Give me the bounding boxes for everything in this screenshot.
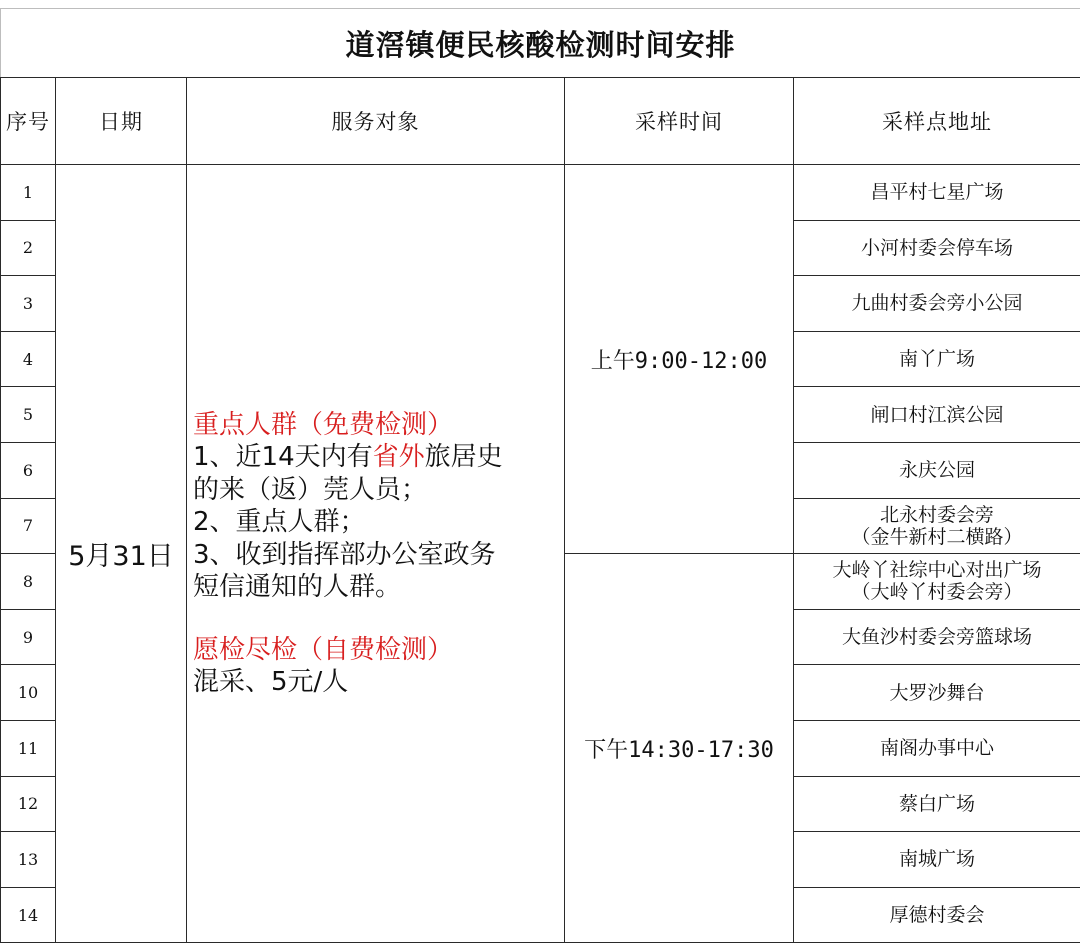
address-cell <box>794 165 1080 221</box>
table-row <box>1 165 1080 221</box>
row-number: 1 <box>1 165 56 221</box>
address-line: 南丫广场 <box>898 348 975 371</box>
address-line: 厚德村委会 <box>889 904 985 927</box>
address-line: 大罗沙舞台 <box>889 681 985 704</box>
header-address: 采样点地址 <box>794 78 1080 165</box>
address-line: 大岭丫社综中心对出广场 <box>832 559 1042 582</box>
address-cell <box>794 665 1080 721</box>
address-cell <box>794 331 1080 387</box>
address-cell <box>794 776 1080 832</box>
row-number: 14 <box>1 887 56 943</box>
address-line: 大鱼沙村委会旁篮球场 <box>841 626 1032 649</box>
row-number: 9 <box>1 609 56 665</box>
header-row <box>1 78 1080 165</box>
row-number: 8 <box>1 554 56 610</box>
header-date: 日期 <box>56 78 187 165</box>
schedule-table <box>0 8 1080 943</box>
row-number: 7 <box>1 498 56 554</box>
address-cell <box>794 387 1080 443</box>
address-line: 北永村委会旁 <box>879 503 994 526</box>
service-group2-detail: 混采、5元/人 <box>193 667 349 698</box>
row-number: 12 <box>1 776 56 832</box>
date-cell: 5月31日 <box>56 165 187 943</box>
row-number: 2 <box>1 220 56 276</box>
row-number: 10 <box>1 665 56 721</box>
service-group2-title: 愿检尽检（自费检测） <box>193 634 454 665</box>
address-cell <box>794 720 1080 776</box>
service-group1-title: 重点人群（免费检测） <box>193 409 454 440</box>
address-line: 南城广场 <box>898 848 975 871</box>
row-number: 4 <box>1 331 56 387</box>
header-index: 序号 <box>1 78 56 165</box>
header-time: 采样时间 <box>565 78 794 165</box>
address-line: 蔡白广场 <box>898 792 975 815</box>
address-line: 九曲村委会旁小公园 <box>851 292 1023 315</box>
time-afternoon: 下午14:30-17:30 <box>565 554 794 943</box>
service-target-cell <box>187 165 565 943</box>
time-morning: 上午9:00-12:00 <box>565 165 794 554</box>
address-cell <box>794 609 1080 665</box>
row-number: 3 <box>1 276 56 332</box>
address-line: 闸口村江滨公园 <box>870 403 1004 426</box>
address-line: 南阁办事中心 <box>879 737 994 760</box>
address-line: 昌平村七星广场 <box>870 181 1004 204</box>
row-number: 11 <box>1 720 56 776</box>
service-spacer <box>193 604 564 634</box>
highlight-out-of-province: 省外 <box>372 442 425 473</box>
address-cell <box>794 554 1080 610</box>
address-line: 永庆公园 <box>898 459 975 482</box>
address-cell <box>794 832 1080 888</box>
address-cell <box>794 276 1080 332</box>
address-line: 小河村委会停车场 <box>860 236 1013 259</box>
address-line-2: （大岭丫村委会旁） <box>851 581 1023 604</box>
page-title: 道滘镇便民核酸检测时间安排 <box>1 9 1080 78</box>
service-item-3-cont: 短信通知的人群。 <box>193 572 402 603</box>
address-cell <box>794 887 1080 943</box>
title-row <box>1 9 1080 78</box>
service-item-3: 3、收到指挥部办公室政务 <box>193 539 496 570</box>
address-cell <box>794 498 1080 554</box>
row-number: 13 <box>1 832 56 888</box>
address-line-2: （金牛新村二横路） <box>851 525 1023 548</box>
service-item-2: 2、重点人群； <box>193 507 366 538</box>
service-item-1-cont: 的来（返）莞人员； <box>193 474 428 505</box>
service-item-1: 1、近14天内有省外旅居史 <box>193 442 503 473</box>
row-number: 6 <box>1 442 56 498</box>
address-cell <box>794 220 1080 276</box>
address-cell <box>794 442 1080 498</box>
header-service: 服务对象 <box>187 78 565 165</box>
row-number: 5 <box>1 387 56 443</box>
